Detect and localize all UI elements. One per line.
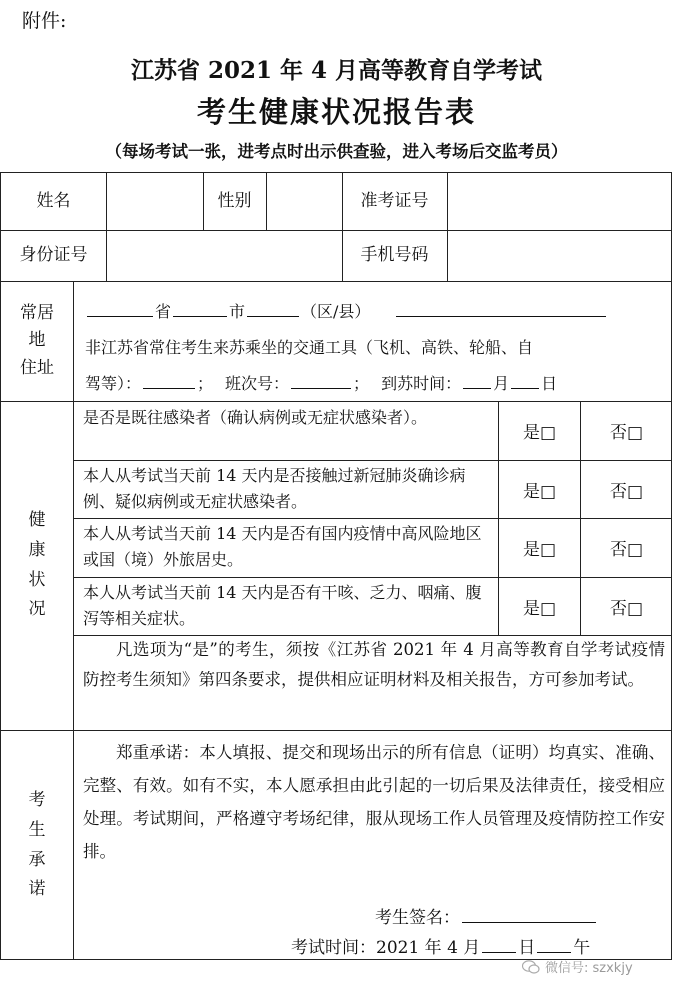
arrival-month-field[interactable]: [463, 372, 491, 389]
health-section-label: [1, 401, 73, 730]
health-label-char: 健: [28, 510, 46, 530]
col-divider: [73, 281, 74, 960]
question-4-no-checkbox[interactable]: 否□: [609, 598, 644, 619]
city-label: 市: [229, 302, 246, 321]
name-label: 姓名: [36, 191, 71, 212]
exam-period-field[interactable]: [537, 934, 571, 953]
watermark-text: 微信号: szxkjy: [545, 961, 633, 976]
driving-label: 驾等）：: [85, 374, 142, 393]
exam-day-label: 日: [518, 938, 536, 958]
health-label-char: 况: [28, 599, 46, 620]
phone-label: 手机号码: [360, 245, 429, 266]
pledge-section-label: [1, 730, 73, 961]
transport-line: 非江苏省常住考生来苏乘坐的交通工具（飞机、高铁、轮船、自: [85, 338, 534, 357]
ticket-number-label: 准考证号: [360, 191, 429, 212]
address-label-part: 住址: [20, 357, 54, 378]
province-label: 省: [155, 302, 172, 321]
question-1-no-checkbox[interactable]: 否□: [609, 423, 644, 443]
question-2-yes-checkbox[interactable]: 是□: [522, 481, 557, 502]
ticket-number-field[interactable]: [448, 173, 672, 230]
transport-field[interactable]: [143, 372, 195, 389]
exam-time-line: [291, 933, 590, 958]
attachment-label: 附件:: [22, 10, 67, 32]
pledge-label-char: 生: [28, 819, 46, 840]
health-question-2: 本人从考试当天前 14 天内是否接触过新冠肺炎确诊病例、疑似病例或无症状感染者。: [83, 466, 466, 511]
wechat-icon: [522, 960, 540, 974]
pledge-label-char: 诺: [28, 879, 46, 900]
city-field[interactable]: [173, 300, 227, 317]
page-title: 考生健康状况报告表: [196, 95, 476, 129]
question-4-yes-checkbox[interactable]: 是□: [522, 598, 557, 619]
subtitle: （每场考试一张，进考点时出示供查验，进入考场后交监考员）: [105, 142, 568, 161]
question-2-no-checkbox[interactable]: 否□: [609, 481, 644, 502]
exam-period-label: 午: [573, 938, 591, 958]
semicolon: ；: [353, 374, 370, 393]
address-detail-field[interactable]: [396, 300, 606, 317]
arrival-label: 到苏时间：: [381, 374, 462, 393]
flight-number-field[interactable]: [291, 372, 351, 389]
gender-field[interactable]: [267, 173, 342, 230]
health-note: 凡选项为“是”的考生，须按《江苏省 2021 年 4 月高等教育自学考试疫情防控考生须知》第四条要求，提供相应证明材料及相关报告，方可参加考试。: [83, 640, 665, 689]
flight-label: 班次号：: [225, 374, 290, 393]
address-label-part: 常居: [20, 303, 54, 324]
health-question-3: 本人从考试当天前 14 天内是否有国内疫情中高风险地区或国（境）外旅居史。: [83, 524, 482, 569]
id-number-field[interactable]: [107, 230, 342, 281]
transport-detail-line: [85, 371, 557, 394]
signature-label: 考生签名：: [375, 908, 460, 928]
health-question-4: 本人从考试当天前 14 天内是否有干咳、乏力、咽痛、腹泻等相关症状。: [83, 583, 482, 628]
day-label: 日: [541, 374, 558, 393]
exam-time-prefix: 考试时间：2021 年 4 月: [291, 938, 481, 958]
health-report-form: [0, 172, 672, 960]
phone-field[interactable]: [448, 230, 672, 281]
signature-line: [375, 903, 598, 928]
question-1-yes-checkbox[interactable]: 是□: [522, 423, 557, 443]
health-question-1: 是否是既往感染者（确认病例或无症状感染者）。: [83, 408, 428, 427]
address-section-label: [1, 281, 73, 401]
health-label-char: 康: [28, 539, 46, 560]
district-label: （区/县）: [301, 302, 371, 321]
health-label-char: 状: [28, 569, 46, 590]
district-field[interactable]: [247, 300, 299, 317]
month-label: 月: [493, 374, 510, 393]
address-line: [85, 299, 608, 322]
address-label-part: 地: [28, 330, 46, 351]
row-divider: [1, 281, 672, 282]
question-3-yes-checkbox[interactable]: 是□: [522, 540, 557, 560]
gender-label: 性别: [217, 191, 252, 212]
pledge-label-char: 考: [28, 790, 46, 810]
watermark: [522, 957, 633, 976]
id-number-label: 身份证号: [19, 245, 88, 266]
pledge-text: 郑重承诺：本人填报、提交和现场出示的所有信息（证明）均真实、准确、完整、有效。如有不实，本人愿承担由此引起的一切后果及法律责任，接受相应处理。考试期间，严格遵守考场纪律，服从现场工作人员管理及疫情防控工作安排。: [83, 743, 665, 861]
question-3-no-checkbox[interactable]: 否□: [609, 540, 644, 560]
exam-day-field[interactable]: [482, 934, 516, 953]
province-field[interactable]: [87, 300, 153, 317]
name-field[interactable]: [107, 173, 203, 230]
pledge-label-char: 承: [28, 849, 46, 870]
signature-field[interactable]: [462, 904, 596, 923]
title-line-1: 江苏省 2021 年 4 月高等教育自学考试: [130, 57, 543, 84]
row-divider: [1, 730, 672, 731]
arrival-day-field[interactable]: [511, 372, 539, 389]
semicolon: ；: [197, 374, 214, 393]
